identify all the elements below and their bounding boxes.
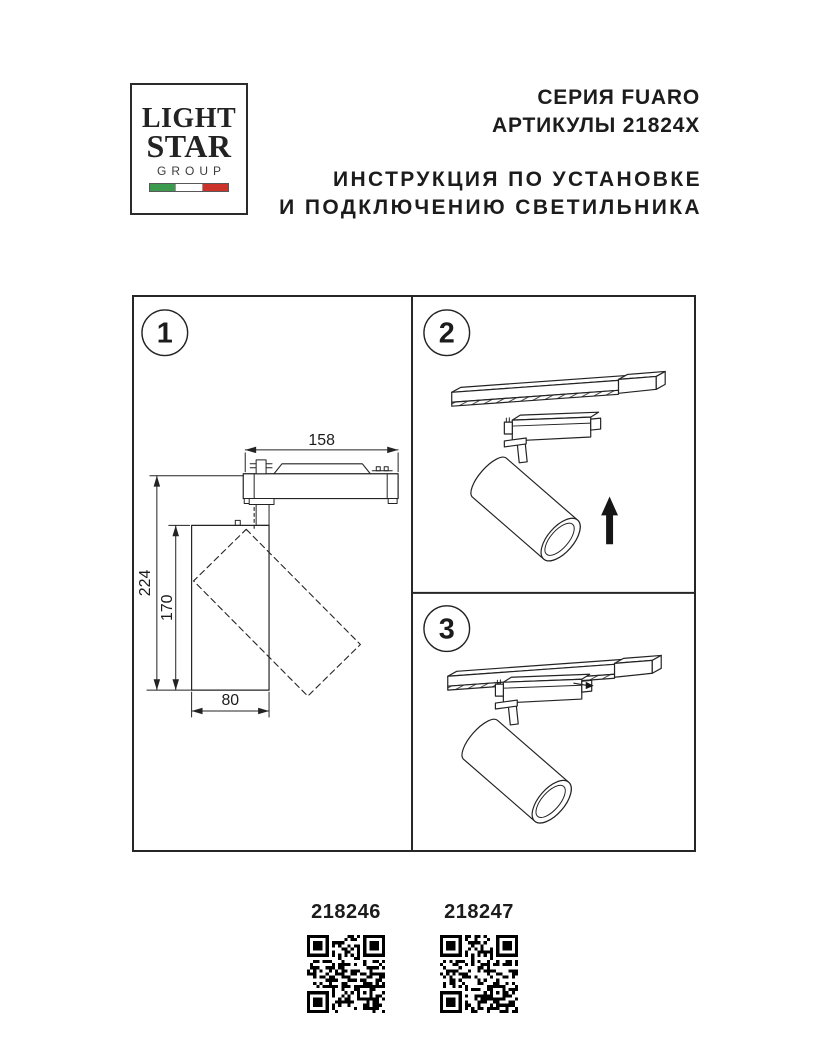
instruction-title-block xyxy=(279,166,702,222)
track-rail xyxy=(452,371,665,406)
flag-red xyxy=(203,184,228,191)
instruction-title-line1: ИНСТРУКЦИЯ ПО УСТАНОВКЕ xyxy=(332,168,702,191)
logo-word-star: STAR xyxy=(146,128,232,164)
article-number-2: 218247 xyxy=(444,901,514,923)
track-adapter-side-view xyxy=(243,460,398,526)
panel-2-mounting-step xyxy=(424,310,665,568)
dim-224-label: 224 xyxy=(136,569,154,597)
logo-word-group: GROUP xyxy=(156,164,226,178)
italy-flag xyxy=(149,183,229,192)
flag-green xyxy=(150,184,175,191)
instruction-title-line2: И ПОДКЛЮЧЕНИЮ СВЕТИЛЬНИКА xyxy=(279,196,702,219)
qr-block-218247 xyxy=(439,901,519,1018)
qr-block-218246 xyxy=(306,901,386,1018)
spot-fixture-mounted xyxy=(456,674,592,829)
dim-158-label: 158 xyxy=(308,431,335,449)
up-arrow xyxy=(601,497,618,545)
articles-title: АРТИКУЛЫ 21824X xyxy=(492,114,700,137)
step-1-number: 1 xyxy=(156,317,173,350)
step-3-number: 3 xyxy=(438,613,455,646)
logo-word-light: LIGHT xyxy=(141,103,237,134)
lamp-body-outline xyxy=(192,520,269,690)
spot-fixture xyxy=(465,412,601,567)
figure-frame xyxy=(132,295,696,852)
panel-1-dimension-drawing xyxy=(137,310,398,717)
qr-code-218247 xyxy=(440,935,518,1013)
dim-80-label: 80 xyxy=(221,692,240,710)
panel-3-mounted-step xyxy=(424,606,661,830)
series-title: СЕРИЯ FUARO xyxy=(537,86,700,109)
dim-170-label: 170 xyxy=(158,594,176,622)
lightstar-logo xyxy=(130,83,248,215)
header-series-block xyxy=(492,84,700,140)
installation-diagram xyxy=(134,297,694,850)
qr-code-218246 xyxy=(307,935,385,1013)
article-number-1: 218246 xyxy=(311,901,381,923)
flag-white xyxy=(175,184,202,191)
step-2-number: 2 xyxy=(438,317,455,350)
